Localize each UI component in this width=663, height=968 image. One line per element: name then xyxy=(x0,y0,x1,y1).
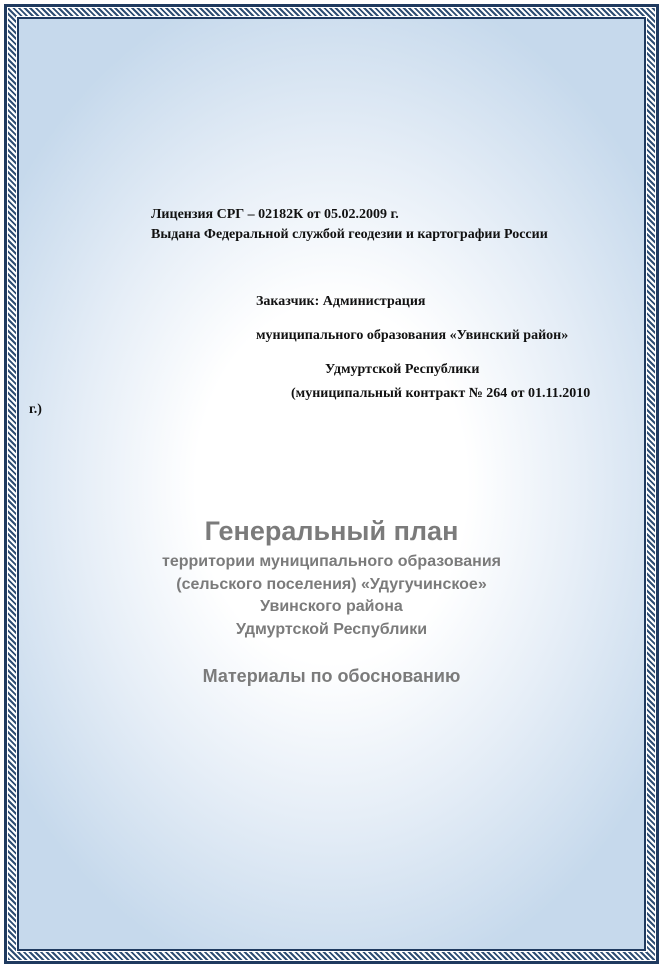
license-line: Лицензия СРГ – 02182К от 05.02.2009 г. xyxy=(151,207,399,222)
gradient-background xyxy=(19,19,644,949)
contract-line: (муниципальный контракт № 264 от 01.11.2010 xyxy=(291,386,591,401)
subtitle-district: Увинского района xyxy=(260,598,403,615)
customer-municipality-line: муниципального образования «Увинский район» xyxy=(256,328,569,343)
subtitle-territory: территории муниципального образования xyxy=(162,553,501,570)
customer-republic-line: Удмуртской Республики xyxy=(325,362,480,377)
license-issuer-line: Выдана Федеральной службой геодезии и картографии России xyxy=(151,227,548,242)
contract-year-suffix: г.) xyxy=(29,402,42,417)
materials-heading: Материалы по обоснованию xyxy=(202,666,461,686)
document-title: Генеральный план xyxy=(204,516,459,546)
subtitle-republic: Удмуртской Республики xyxy=(235,621,428,638)
subtitle-settlement: (сельского поселения) «Удугучинское» xyxy=(176,576,487,593)
customer-line: Заказчик: Администрация xyxy=(256,294,426,309)
